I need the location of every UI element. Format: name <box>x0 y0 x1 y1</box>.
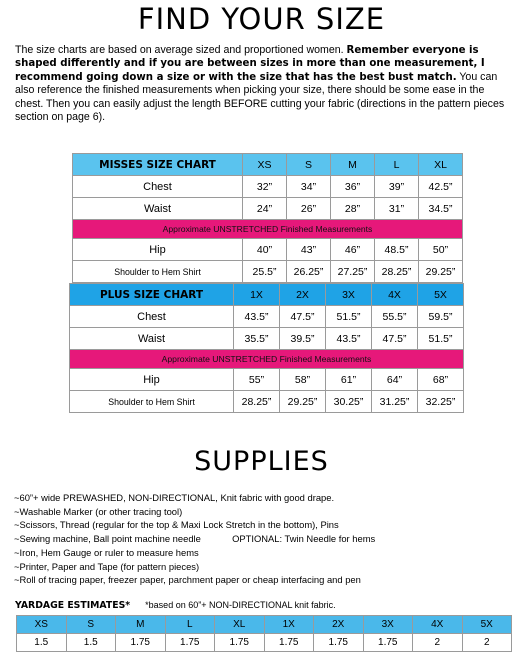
cell: 58” <box>280 369 326 391</box>
row-label: Waist <box>70 328 234 350</box>
finished-measurements-band <box>73 220 463 239</box>
cell: 29.25” <box>280 391 326 413</box>
cell: 43” <box>287 239 331 261</box>
supplies-list <box>14 491 514 587</box>
cell: 43.5” <box>326 328 372 350</box>
table-row <box>73 176 463 198</box>
cell: 31” <box>375 198 419 220</box>
intro-text-1: The size charts are based on average sized and proportioned women. <box>15 44 347 56</box>
list-item: ~Printer, Paper and Tape (for pattern pieces) <box>14 560 200 572</box>
cell: 47.5” <box>372 328 418 350</box>
size-header: XS <box>17 616 67 634</box>
cell: 40” <box>243 239 287 261</box>
intro-text-2: You can also reference the finished measurements when picking your size, there should be some ease in the chest. Then you can easily adjust the length BEFORE cutting your fabric (directions in the pattern pieces section on page 6). <box>15 70 505 124</box>
cell: 26.25” <box>287 261 331 283</box>
yardage-heading <box>15 600 336 611</box>
finished-measurements-label: Approximate UNSTRETCHED Finished Measurements <box>70 350 464 369</box>
row-label: Chest <box>70 306 234 328</box>
size-header: 5X <box>418 284 464 306</box>
page-title: FIND YOUR SIZE <box>137 2 386 36</box>
list-item: ~Iron, Hem Gauge or ruler to measure hems <box>14 546 199 558</box>
cell: 64” <box>372 369 418 391</box>
cell: 55” <box>234 369 280 391</box>
cell: 34.5” <box>419 198 463 220</box>
yardage-title: YARDAGE ESTIMATES* <box>15 600 131 611</box>
size-header: L <box>375 154 419 176</box>
cell: 1.75 <box>363 634 413 652</box>
size-header: XL <box>215 616 265 634</box>
cell: 2 <box>413 634 463 652</box>
cell: 1.75 <box>165 634 215 652</box>
size-header: 3X <box>363 616 413 634</box>
cell: 48.5” <box>375 239 419 261</box>
cell: 61” <box>326 369 372 391</box>
cell: 1.5 <box>17 634 67 652</box>
plus-size-chart <box>69 283 464 413</box>
cell: 30.25” <box>326 391 372 413</box>
size-header: 5X <box>462 616 512 634</box>
row-label: Waist <box>73 198 243 220</box>
size-header: 4X <box>413 616 463 634</box>
yardage-header-row <box>17 616 512 634</box>
list-item: ~Washable Marker (or other tracing tool) <box>14 505 183 517</box>
cell: 55.5” <box>372 306 418 328</box>
cell: 28” <box>331 198 375 220</box>
misses-header-row <box>73 154 463 176</box>
size-header: L <box>165 616 215 634</box>
table-row <box>73 198 463 220</box>
intro-paragraph <box>15 44 511 124</box>
size-header: 2X <box>314 616 364 634</box>
row-label: Chest <box>73 176 243 198</box>
yardage-note: *based on 60”+ NON-DIRECTIONAL knit fabric. <box>145 600 336 610</box>
cell: 50” <box>419 239 463 261</box>
cell: 32” <box>243 176 287 198</box>
cell: 28.25” <box>234 391 280 413</box>
supplies-title: SUPPLIES <box>194 446 329 477</box>
cell: 1.75 <box>116 634 166 652</box>
cell: 1.75 <box>264 634 314 652</box>
cell: 35.5” <box>234 328 280 350</box>
row-label: Shoulder to Hem Shirt <box>70 391 234 413</box>
size-header: S <box>287 154 331 176</box>
size-header: 1X <box>264 616 314 634</box>
yardage-table <box>16 615 512 652</box>
size-header: 2X <box>280 284 326 306</box>
cell: 68” <box>418 369 464 391</box>
cell: 1.75 <box>215 634 265 652</box>
cell: 28.25” <box>375 261 419 283</box>
cell: 42.5” <box>419 176 463 198</box>
cell: 26” <box>287 198 331 220</box>
size-header: S <box>66 616 116 634</box>
list-item: ~Sewing machine, Ball point machine needle OPTIONAL: Twin Needle for hems <box>14 533 376 545</box>
cell: 31.25” <box>372 391 418 413</box>
size-header: XS <box>243 154 287 176</box>
table-row <box>70 369 464 391</box>
size-header: 3X <box>326 284 372 306</box>
size-header: M <box>331 154 375 176</box>
plus-chart-title: PLUS SIZE CHART <box>70 284 234 306</box>
misses-chart-title: MISSES SIZE CHART <box>73 154 243 176</box>
size-header: 1X <box>234 284 280 306</box>
list-item: ~Scissors, Thread (regular for the top & Maxi Lock Stretch in the bottom), Pins <box>14 519 339 531</box>
intro-bold-text: Remember everyone is shaped differently and if you are between sizes in more than one measurement, I recommend going down a size or with the size that has the best bust match. <box>15 45 485 83</box>
cell: 2 <box>462 634 512 652</box>
cell: 32.25” <box>418 391 464 413</box>
cell: 39.5” <box>280 328 326 350</box>
misses-size-chart <box>72 153 463 283</box>
table-row <box>17 634 512 652</box>
cell: 29.25” <box>419 261 463 283</box>
cell: 27.25” <box>331 261 375 283</box>
table-row <box>70 328 464 350</box>
size-header: XL <box>419 154 463 176</box>
cell: 36” <box>331 176 375 198</box>
finished-measurements-label: Approximate UNSTRETCHED Finished Measurements <box>73 220 463 239</box>
list-item: ~Roll of tracing paper, freezer paper, parchment paper or cheap interfacing and pen <box>14 574 361 586</box>
table-row <box>70 391 464 413</box>
cell: 25.5” <box>243 261 287 283</box>
cell: 51.5” <box>326 306 372 328</box>
row-label: Hip <box>73 239 243 261</box>
cell: 46” <box>331 239 375 261</box>
cell: 43.5” <box>234 306 280 328</box>
row-label: Hip <box>70 369 234 391</box>
size-header: M <box>116 616 166 634</box>
cell: 34” <box>287 176 331 198</box>
cell: 59.5” <box>418 306 464 328</box>
list-item: ~60”+ wide PREWASHED, NON-DIRECTIONAL, Knit fabric with good drape. <box>14 492 335 503</box>
table-row <box>73 239 463 261</box>
finished-measurements-band <box>70 350 464 369</box>
cell: 1.5 <box>66 634 116 652</box>
plus-header-row <box>70 284 464 306</box>
cell: 24” <box>243 198 287 220</box>
size-header: 4X <box>372 284 418 306</box>
cell: 39” <box>375 176 419 198</box>
cell: 47.5” <box>280 306 326 328</box>
cell: 51.5” <box>418 328 464 350</box>
row-label: Shoulder to Hem Shirt <box>73 261 243 283</box>
table-row <box>70 306 464 328</box>
cell: 1.75 <box>314 634 364 652</box>
table-row <box>73 261 463 283</box>
